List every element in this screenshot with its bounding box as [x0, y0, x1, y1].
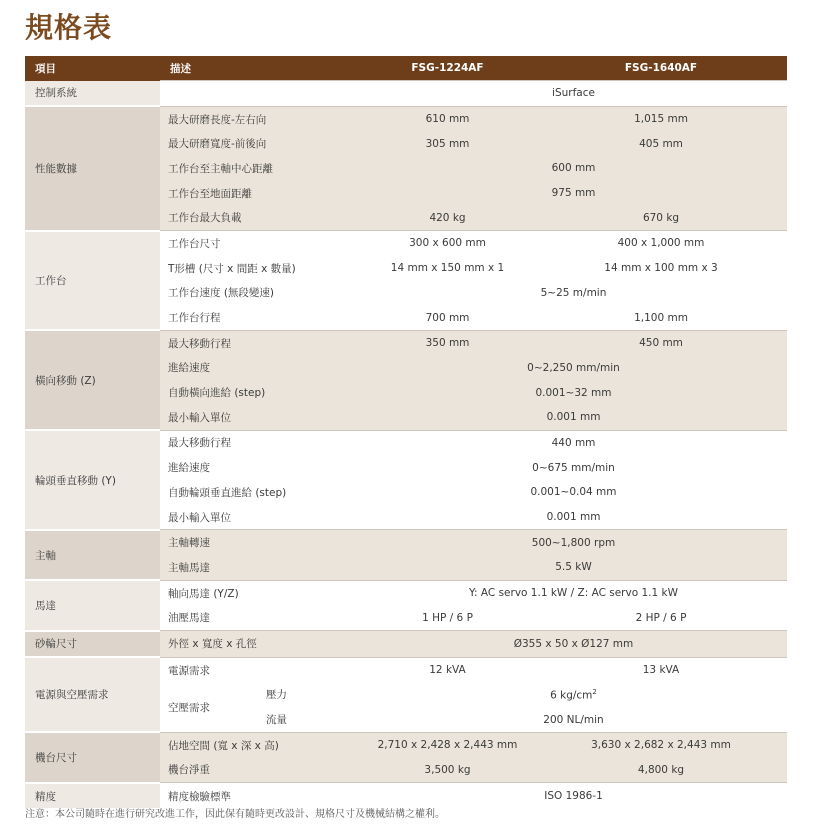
- pressure-unit-exponent: 2: [592, 688, 597, 697]
- table-row: [25, 732, 787, 757]
- spec-value-model-b: 670 kg: [535, 205, 787, 230]
- table-row: [25, 430, 787, 455]
- spec-value-model-b: 1,100 mm: [535, 305, 787, 330]
- spec-value-model-b: 1,015 mm: [535, 106, 787, 131]
- spec-label: 最小輸入單位: [160, 405, 360, 430]
- spec-value-shared: 0~2,250 mm/min: [360, 356, 787, 381]
- spec-value-model-b: 2 HP / 6 P: [535, 605, 787, 630]
- header-model-b: FSG-1640AF: [535, 56, 787, 81]
- table-row: [25, 530, 787, 555]
- spec-value-model-a: 2,710 x 2,428 x 2,443 mm: [360, 732, 535, 757]
- spec-value-model-a: 350 mm: [360, 330, 535, 355]
- category-cell: 工作台: [25, 231, 160, 331]
- spec-label: 外徑 x 寬度 x 孔徑: [160, 631, 360, 658]
- spec-value-shared: [360, 683, 787, 708]
- spec-value-shared: 440 mm: [360, 430, 787, 455]
- spec-value-model-b: 400 x 1,000 mm: [535, 231, 787, 256]
- spec-value-model-a: 420 kg: [360, 205, 535, 230]
- category-cell: 砂輪尺寸: [25, 631, 160, 658]
- category-cell: 性能數據: [25, 106, 160, 230]
- spec-label: 最大移動行程: [160, 330, 360, 355]
- table-row: [25, 106, 787, 131]
- spec-value-model-b: 13 kVA: [535, 657, 787, 682]
- spec-value-shared: 5.5 kW: [360, 555, 787, 580]
- spec-label: 最小輸入單位: [160, 505, 360, 530]
- footnote: 注意：本公司隨時在進行研究改進工作，因此保有隨時更改設計、規格尺寸及機械結構之權利。: [25, 809, 445, 820]
- header-desc: 描述: [160, 56, 360, 81]
- table-header-row: [25, 56, 787, 81]
- spec-value-model-b: 450 mm: [535, 330, 787, 355]
- spec-table: [25, 56, 787, 810]
- category-cell: 機台尺寸: [25, 732, 160, 782]
- category-cell: 主軸: [25, 530, 160, 580]
- category-cell: 控制系統: [25, 81, 160, 107]
- spec-label: 電源需求: [160, 657, 360, 682]
- spec-value-model-a: 610 mm: [360, 106, 535, 131]
- spec-label: 進給速度: [160, 356, 360, 381]
- spec-value-shared: 0~675 mm/min: [360, 455, 787, 480]
- category-cell: 橫向移動 (Z): [25, 330, 160, 430]
- spec-sublabel: 壓力: [260, 683, 360, 708]
- spec-label: 軸向馬達 (Y/Z): [160, 580, 360, 605]
- spec-label: 最大移動行程: [160, 430, 360, 455]
- spec-label: 機台淨重: [160, 758, 360, 783]
- category-cell: 輪頭垂直移動 (Y): [25, 430, 160, 530]
- spec-value-shared: 0.001~0.04 mm: [360, 480, 787, 505]
- spec-value-model-a: 305 mm: [360, 131, 535, 156]
- category-cell: 電源與空壓需求: [25, 657, 160, 732]
- spec-value-shared: 200 NL/min: [360, 707, 787, 732]
- spec-label: 精度檢驗標準: [160, 783, 360, 810]
- spec-label: 工作台至地面距離: [160, 181, 360, 206]
- spec-value-shared: 600 mm: [360, 156, 787, 181]
- spec-value-model-a: 700 mm: [360, 305, 535, 330]
- category-cell: 馬達: [25, 580, 160, 630]
- spec-label: 自動橫向進給 (step): [160, 380, 360, 405]
- pressure-value: 6 kg/cm: [550, 689, 593, 702]
- spec-label: [160, 81, 360, 107]
- table-row: [25, 580, 787, 605]
- spec-value-model-a: 3,500 kg: [360, 758, 535, 783]
- spec-value-shared: 975 mm: [360, 181, 787, 206]
- spec-label: 油壓馬達: [160, 605, 360, 630]
- spec-value-shared: Ø355 x 50 x Ø127 mm: [360, 631, 787, 658]
- spec-label: 工作台至主軸中心距離: [160, 156, 360, 181]
- table-row: [25, 330, 787, 355]
- header-model-a: FSG-1224AF: [360, 56, 535, 81]
- spec-value-model-a: 1 HP / 6 P: [360, 605, 535, 630]
- category-cell: 精度: [25, 783, 160, 810]
- spec-value-shared: 0.001~32 mm: [360, 380, 787, 405]
- spec-value-model-b: 3,630 x 2,682 x 2,443 mm: [535, 732, 787, 757]
- spec-value-shared: Y: AC servo 1.1 kW / Z: AC servo 1.1 kW: [360, 580, 787, 605]
- page-title: 規格表: [25, 11, 113, 44]
- spec-label: 自動輪頭垂直進給 (step): [160, 480, 360, 505]
- table-row: [25, 657, 787, 682]
- spec-label: 主軸馬達: [160, 555, 360, 580]
- table-row: [25, 81, 787, 107]
- spec-table-body: [25, 81, 787, 810]
- spec-label: 工作台行程: [160, 305, 360, 330]
- table-row: [25, 631, 787, 658]
- spec-value-shared: 5~25 m/min: [360, 281, 787, 306]
- spec-value-shared: iSurface: [360, 81, 787, 107]
- spec-label: 最大研磨長度-左右向: [160, 106, 360, 131]
- spec-value-shared: ISO 1986-1: [360, 783, 787, 810]
- spec-value-model-a: 300 x 600 mm: [360, 231, 535, 256]
- spec-label: 工作台尺寸: [160, 231, 360, 256]
- spec-value-shared: 0.001 mm: [360, 505, 787, 530]
- spec-label: T形槽 (尺寸 x 間距 x 數量): [160, 256, 360, 281]
- spec-value-model-b: 405 mm: [535, 131, 787, 156]
- spec-value-model-b: 14 mm x 100 mm x 3: [535, 256, 787, 281]
- spec-label: 最大研磨寬度-前後向: [160, 131, 360, 156]
- spec-label: 工作台最大負載: [160, 205, 360, 230]
- table-row: [25, 231, 787, 256]
- spec-value-model-b: 4,800 kg: [535, 758, 787, 783]
- spec-label: 主軸轉速: [160, 530, 360, 555]
- spec-value-model-a: 12 kVA: [360, 657, 535, 682]
- spec-value-model-a: 14 mm x 150 mm x 1: [360, 256, 535, 281]
- header-item: 項目: [25, 56, 160, 81]
- spec-value-shared: 0.001 mm: [360, 405, 787, 430]
- spec-label: 進給速度: [160, 455, 360, 480]
- spec-label: 工作台速度 (無段變速): [160, 281, 360, 306]
- spec-label: 空壓需求: [160, 683, 260, 733]
- spec-value-shared: 500~1,800 rpm: [360, 530, 787, 555]
- spec-sublabel: 流量: [260, 707, 360, 732]
- spec-label: 佔地空間 (寬 x 深 x 高): [160, 732, 360, 757]
